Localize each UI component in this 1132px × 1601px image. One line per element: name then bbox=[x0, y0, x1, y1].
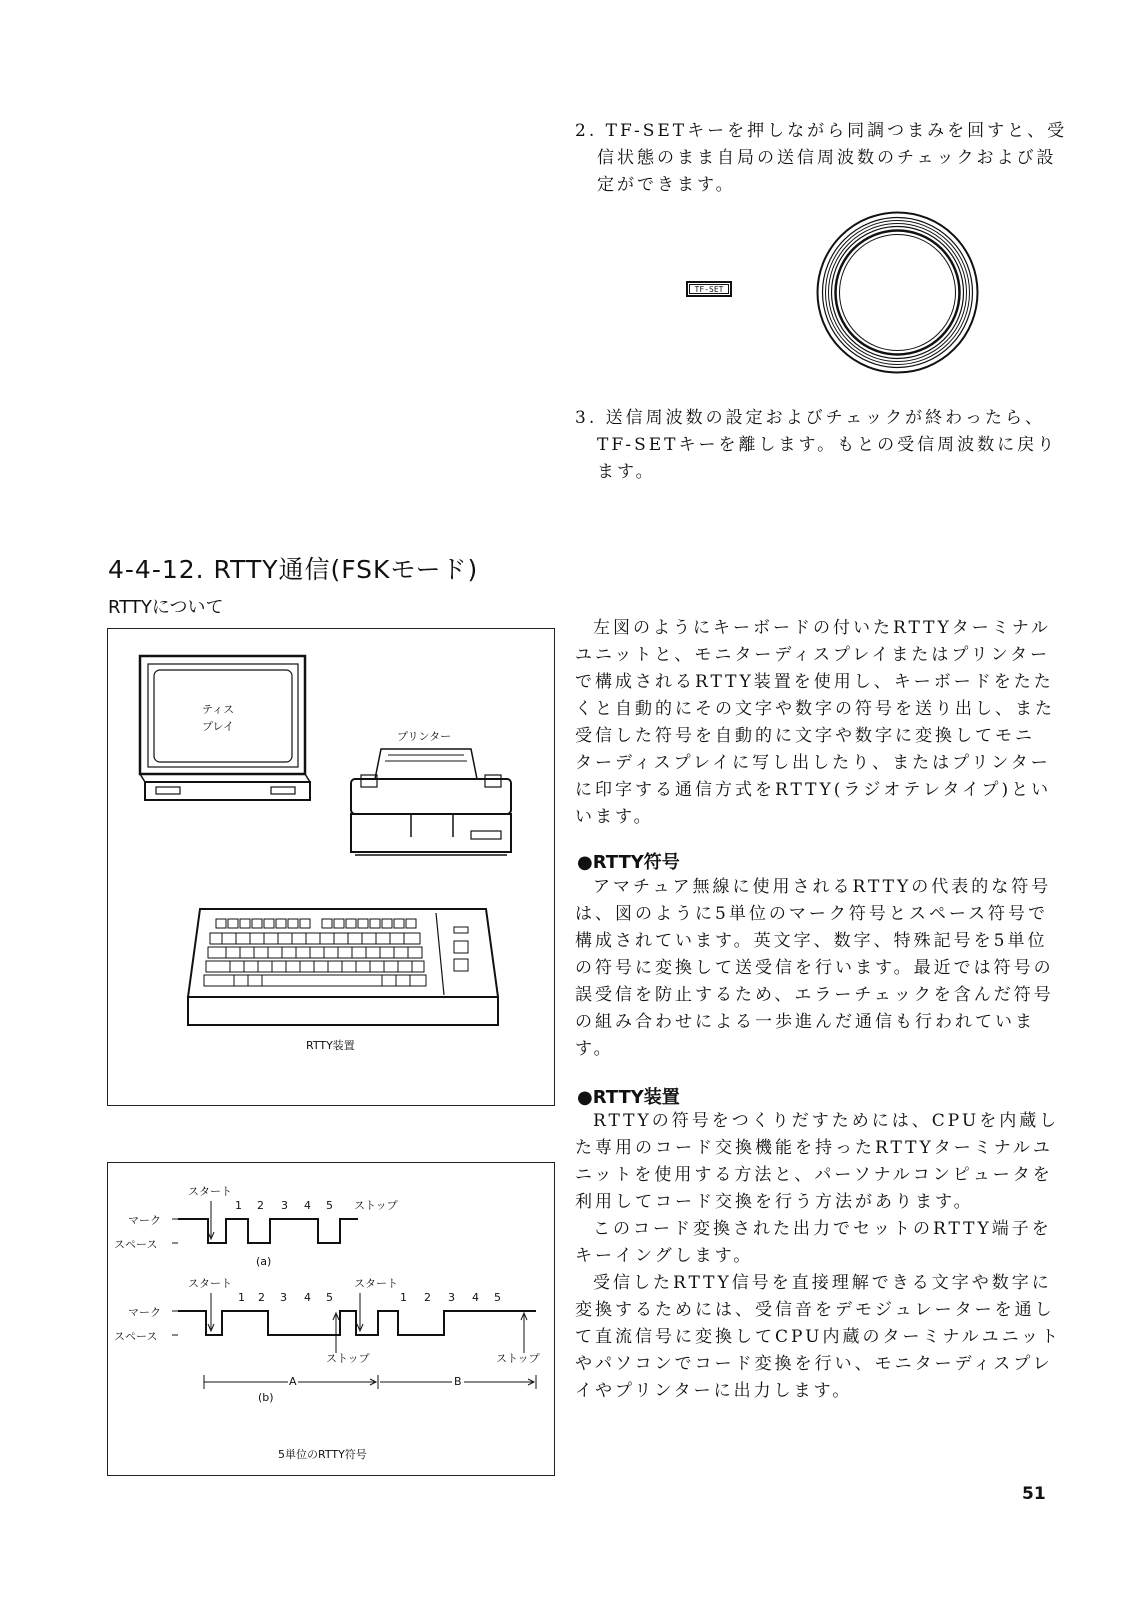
code-line: の組み合わせによる一歩進んだ通信も行われていま bbox=[575, 1012, 1035, 1032]
code-line: の符号に変換して送受信を行います。最近では符号の bbox=[575, 958, 1054, 978]
intro-line: います。 bbox=[575, 807, 654, 827]
figure-label-a: (a) bbox=[256, 1255, 272, 1268]
device-section-title: ●RTTY装置 bbox=[577, 1087, 680, 1108]
step3-line: TF-SETキーを離します。もとの受信周波数に戻り bbox=[597, 435, 1058, 455]
device-line: た専用のコード交換機能を持ったRTTYターミナルユ bbox=[575, 1138, 1053, 1158]
step3-line: 3. 送信周波数の設定およびチェックが終わったら、 bbox=[575, 408, 1045, 428]
device-line: イやプリンターに出力します。 bbox=[575, 1381, 853, 1401]
intro-line: で構成されるRTTY装置を使用し、キーボードをたた bbox=[575, 672, 1054, 692]
device-line: RTTYの符号をつくりだすためには、CPUを内蔵し bbox=[593, 1111, 1060, 1131]
bit-label: 2 bbox=[258, 1291, 265, 1304]
figure-label-b: (b) bbox=[258, 1391, 274, 1404]
page-number: 51 bbox=[1022, 1484, 1046, 1504]
bit-label: 3 bbox=[280, 1291, 287, 1304]
tf-set-key bbox=[686, 281, 732, 297]
step2-line: 信状態のまま自局の送信周波数のチェックおよび設 bbox=[597, 148, 1057, 168]
section-title: 4-4-12. RTTY通信(FSKモード) bbox=[108, 555, 479, 584]
bit-label: 5 bbox=[326, 1199, 333, 1212]
intro-line: に印字する通信方式をRTTY(ラジオテレタイプ)とい bbox=[575, 780, 1052, 800]
display-label: ティス プレイ bbox=[202, 703, 235, 733]
rtty-equipment-figure bbox=[107, 628, 555, 1106]
mark-label-b: マーク bbox=[128, 1306, 161, 1319]
bit-label: 5 bbox=[494, 1291, 501, 1304]
code-section-title: ●RTTY符号 bbox=[577, 852, 680, 873]
bit-label: 1 bbox=[235, 1199, 242, 1212]
intro-line: 受信した符号を自動的に文字や数字に変換してモニ bbox=[575, 726, 1035, 746]
span-a-label: A bbox=[289, 1375, 297, 1388]
intro-paragraph bbox=[575, 615, 1055, 831]
device-line: キーイングします。 bbox=[575, 1246, 754, 1266]
device-line: ニットを使用する方法と、パーソナルコンピュータを bbox=[575, 1165, 1053, 1185]
bit-label: 3 bbox=[281, 1199, 288, 1212]
tuning-knob-icon bbox=[815, 210, 980, 375]
stop-label-a: ストップ bbox=[354, 1199, 398, 1212]
start-label-b1: スタート bbox=[188, 1277, 232, 1290]
stop-label-b2: ストップ bbox=[496, 1352, 540, 1365]
printer-icon bbox=[343, 747, 518, 862]
device-line: 利用してコード交換を行う方法があります。 bbox=[575, 1192, 974, 1212]
intro-line: くと自動的にその文字や数字の符号を送り出し、また bbox=[575, 699, 1055, 719]
device-line: て直流信号に変換してCPU内蔵のターミナルユニット bbox=[575, 1327, 1061, 1347]
bit-label: 5 bbox=[326, 1291, 333, 1304]
bit-label: 2 bbox=[257, 1199, 264, 1212]
code-section-paragraph bbox=[575, 874, 1054, 1063]
bit-label: 3 bbox=[448, 1291, 455, 1304]
space-label-b: スペース bbox=[114, 1330, 158, 1343]
bit-label: 1 bbox=[400, 1291, 407, 1304]
device-line: 受信したRTTY信号を直接理解できる文字や数字に bbox=[593, 1273, 1052, 1293]
section-subtitle: RTTYについて bbox=[108, 597, 224, 618]
span-b-label: B bbox=[454, 1375, 462, 1388]
rtty-code-caption: 5単位のRTTY符号 bbox=[278, 1448, 367, 1461]
printer-label: プリンター bbox=[397, 730, 452, 743]
step2-paragraph bbox=[575, 118, 1067, 199]
step3-paragraph bbox=[575, 405, 1057, 486]
space-label-a: スペース bbox=[114, 1238, 158, 1251]
bit-label: 4 bbox=[304, 1199, 311, 1212]
stop-label-b1: ストップ bbox=[326, 1352, 370, 1365]
step2-line: 2. TF-SETキーを押しながら同調つまみを回すと、受 bbox=[575, 121, 1068, 141]
step3-line: ます。 bbox=[597, 462, 656, 482]
mark-label-a: マーク bbox=[128, 1214, 161, 1227]
bit-label: 4 bbox=[472, 1291, 479, 1304]
code-line: アマチュア無線に使用されるRTTYの代表的な符号 bbox=[593, 877, 1052, 897]
rtty-equipment-caption: RTTY装置 bbox=[306, 1039, 355, 1052]
device-line: このコード変換された出力でセットのRTTY端子を bbox=[593, 1219, 1052, 1239]
start-label-a: スタート bbox=[188, 1185, 232, 1198]
rtty-code-figure bbox=[107, 1162, 555, 1476]
code-line: す。 bbox=[575, 1039, 614, 1059]
bit-label: 4 bbox=[304, 1291, 311, 1304]
bit-label: 1 bbox=[238, 1291, 245, 1304]
intro-line: 左図のようにキーボードの付いたRTTYターミナル bbox=[593, 618, 1051, 638]
code-line: 誤受信を防止するため、エラーチェックを含んだ符号 bbox=[575, 985, 1054, 1005]
code-line: 構成されています。英文字、数字、特殊記号を5単位 bbox=[575, 931, 1048, 951]
keyboard-icon bbox=[186, 907, 506, 1032]
start-label-b2: スタート bbox=[354, 1277, 398, 1290]
step2-line: 定ができます。 bbox=[597, 175, 736, 195]
bit-label: 2 bbox=[424, 1291, 431, 1304]
device-line: 変換するためには、受信音をデモジュレーターを通し bbox=[575, 1300, 1055, 1320]
device-line: やパソコンでコード変換を行い、モニターディスプレ bbox=[575, 1354, 1053, 1374]
tf-set-key-label: TF-SET bbox=[689, 284, 729, 294]
code-line: は、図のように5単位のマーク符号とスペース符号で bbox=[575, 904, 1048, 924]
intro-line: ターディスプレイに写し出したり、またはプリンター bbox=[575, 753, 1051, 773]
device-section-paragraph bbox=[575, 1108, 1061, 1405]
intro-line: ユニットと、モニターディスプレイまたはプリンター bbox=[575, 645, 1051, 665]
